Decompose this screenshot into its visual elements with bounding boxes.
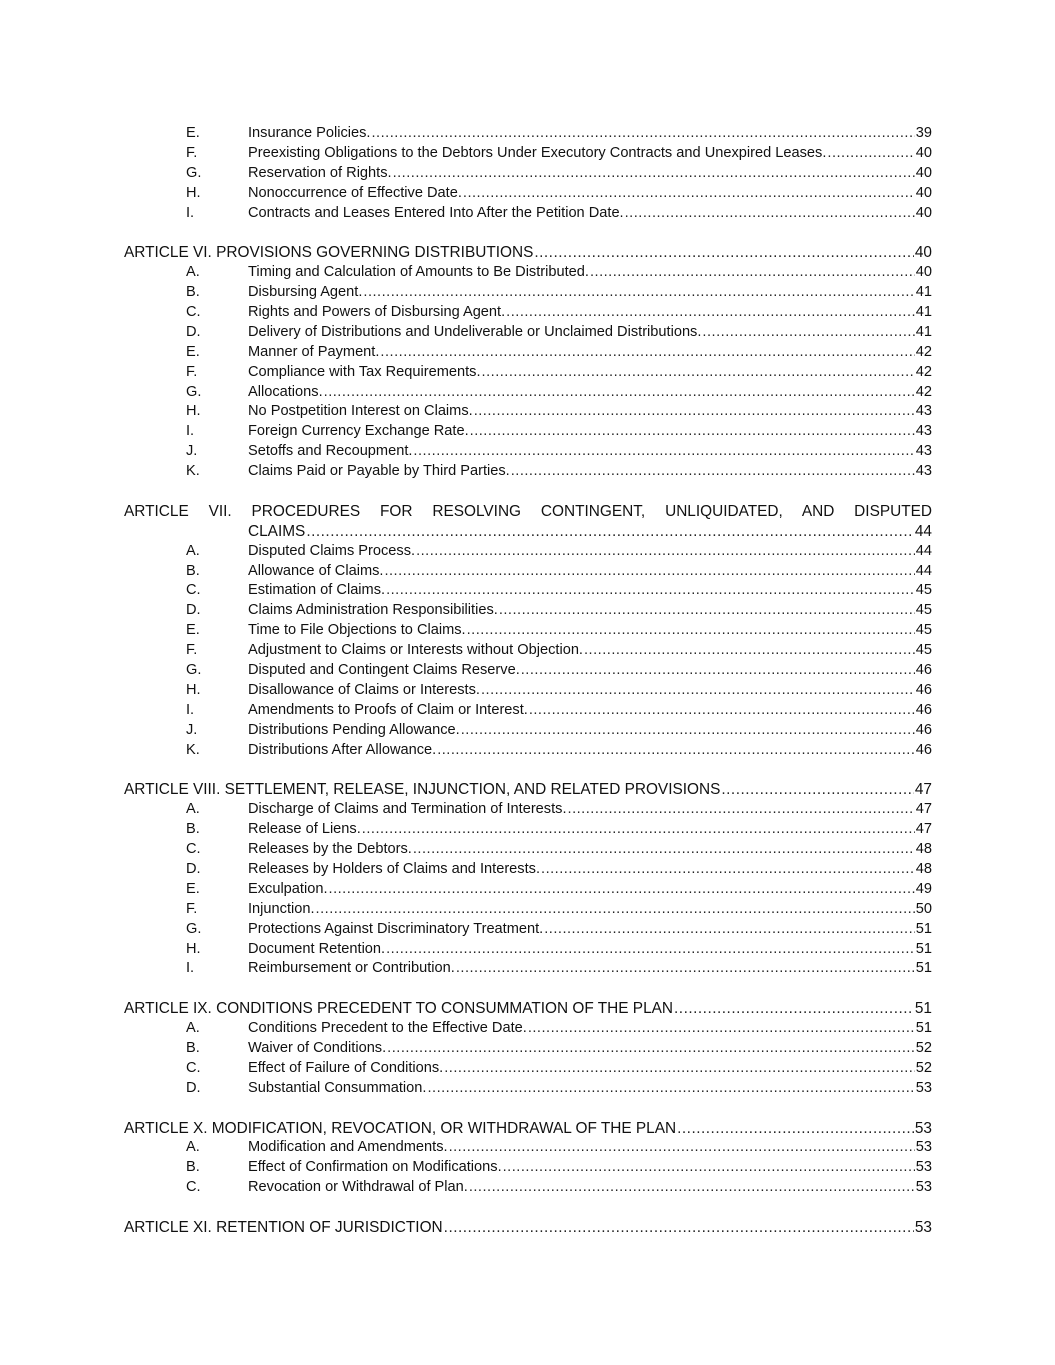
dot-leader bbox=[306, 522, 914, 542]
dot-leader bbox=[427, 1079, 914, 1099]
entry-letter: C. bbox=[186, 1059, 201, 1076]
dot-leader bbox=[482, 363, 915, 383]
toc-entry[interactable] bbox=[124, 363, 932, 383]
toc-entry[interactable] bbox=[124, 880, 932, 900]
entry-letter: I. bbox=[186, 423, 195, 440]
dot-leader bbox=[474, 402, 915, 422]
entry-letter: B. bbox=[186, 1039, 200, 1056]
entry-letter: I. bbox=[186, 204, 195, 221]
dot-leader bbox=[461, 721, 915, 741]
dot-leader bbox=[521, 661, 915, 681]
page-number: 46 bbox=[915, 701, 932, 718]
dot-leader bbox=[721, 780, 914, 800]
toc-entry[interactable] bbox=[124, 462, 932, 482]
dot-leader bbox=[444, 1059, 915, 1079]
toc-line bbox=[248, 1158, 932, 1178]
dot-leader bbox=[393, 164, 915, 184]
dot-leader bbox=[470, 422, 915, 442]
page-number: 53 bbox=[915, 1159, 932, 1176]
entry-title[interactable]: Claims Administration Responsibilities. bbox=[248, 602, 498, 619]
page-number: 41 bbox=[915, 284, 932, 301]
toc-entry[interactable] bbox=[124, 1059, 932, 1079]
entry-title[interactable]: Distributions Pending Allowance. bbox=[248, 721, 460, 738]
entry-title[interactable]: Adjustment to Claims or Interests without Objection. bbox=[248, 642, 583, 659]
entry-title[interactable]: Timing and Calculation of Amounts to Be Distributed. bbox=[248, 264, 589, 281]
entry-letter: A. bbox=[186, 542, 200, 559]
page-number: 45 bbox=[915, 622, 932, 639]
toc-line bbox=[124, 1218, 932, 1238]
toc-entry[interactable] bbox=[124, 144, 932, 164]
entry-title[interactable]: Waiver of Conditions. bbox=[248, 1039, 387, 1056]
entry-letter: E. bbox=[186, 622, 200, 639]
dot-leader bbox=[416, 542, 915, 562]
entry-letter: C. bbox=[186, 1179, 201, 1196]
dot-leader bbox=[506, 303, 915, 323]
entry-letter: F. bbox=[186, 363, 198, 380]
entry-letter: F. bbox=[186, 144, 198, 161]
page-number: 52 bbox=[915, 1059, 932, 1076]
entry-title[interactable]: Time to File Objections to Claims. bbox=[248, 622, 466, 639]
toc-entry[interactable] bbox=[124, 383, 932, 403]
page-number: 40 bbox=[915, 264, 932, 281]
entry-title[interactable]: Estimation of Claims. bbox=[248, 582, 386, 599]
entry-letter: F. bbox=[186, 900, 198, 917]
dot-leader bbox=[590, 263, 915, 283]
toc-entry[interactable] bbox=[124, 323, 932, 343]
entry-letter: C. bbox=[186, 841, 201, 858]
toc-entry[interactable] bbox=[124, 1158, 932, 1178]
toc-line bbox=[124, 780, 932, 800]
toc-line bbox=[248, 880, 932, 900]
toc-entry[interactable] bbox=[124, 542, 932, 562]
toc-entry[interactable] bbox=[124, 204, 932, 224]
page-number: 46 bbox=[915, 741, 932, 758]
entry-letter: H. bbox=[186, 940, 201, 957]
toc-entry[interactable] bbox=[124, 1079, 932, 1099]
toc-line bbox=[248, 323, 932, 343]
toc-line bbox=[248, 800, 932, 820]
entry-letter: H. bbox=[186, 681, 201, 698]
dot-leader bbox=[362, 820, 915, 840]
entry-letter: I. bbox=[186, 960, 195, 977]
page-number: 53 bbox=[914, 1119, 932, 1137]
entry-title[interactable]: Revocation or Withdrawal of Plan. bbox=[248, 1179, 468, 1196]
entry-letter: A. bbox=[186, 1139, 200, 1156]
entry-letter: A. bbox=[186, 264, 200, 281]
dot-leader bbox=[584, 641, 915, 661]
toc-entry[interactable] bbox=[124, 263, 932, 283]
toc-line bbox=[124, 1119, 932, 1139]
toc-entry[interactable] bbox=[124, 303, 932, 323]
article-title[interactable]: ARTICLE IX. CONDITIONS PRECEDENT TO CONSUMMATION OF THE PLAN bbox=[124, 1000, 674, 1018]
entry-letter: D. bbox=[186, 860, 201, 877]
dot-leader bbox=[380, 343, 914, 363]
entry-title[interactable]: Disputed Claims Process. bbox=[248, 542, 416, 559]
page-number: 49 bbox=[915, 880, 932, 897]
entry-title[interactable]: Distributions After Allowance. bbox=[248, 741, 437, 758]
entry-letter: H. bbox=[186, 403, 201, 420]
entry-title[interactable]: Reservation of Rights. bbox=[248, 164, 392, 181]
entry-title[interactable]: Injunction. bbox=[248, 900, 315, 917]
entry-title[interactable]: Setoffs and Recoupment. bbox=[248, 443, 413, 460]
dot-leader bbox=[469, 1178, 915, 1198]
toc-line bbox=[248, 1019, 932, 1039]
toc-entry[interactable] bbox=[124, 442, 932, 462]
entry-letter: G. bbox=[186, 920, 202, 937]
toc-line bbox=[248, 263, 932, 283]
entry-letter: B. bbox=[186, 1159, 200, 1176]
toc-line bbox=[248, 383, 932, 403]
toc-line bbox=[248, 422, 932, 442]
entry-title[interactable]: Release of Liens. bbox=[248, 821, 361, 838]
page-number: 40 bbox=[915, 204, 932, 221]
page-number: 40 bbox=[915, 164, 932, 181]
toc-line bbox=[248, 303, 932, 323]
page-number: 42 bbox=[915, 383, 932, 400]
page-number: 52 bbox=[915, 1039, 932, 1056]
toc-entry[interactable] bbox=[124, 681, 932, 701]
entry-letter: A. bbox=[186, 1020, 200, 1037]
dot-leader bbox=[499, 601, 915, 621]
article-heading[interactable] bbox=[124, 243, 932, 263]
entry-letter: F. bbox=[186, 642, 198, 659]
page-number: 44 bbox=[914, 522, 932, 540]
page-number: 44 bbox=[915, 542, 932, 559]
entry-letter: I. bbox=[186, 701, 195, 718]
dot-leader bbox=[386, 581, 915, 601]
dot-leader bbox=[511, 462, 915, 482]
entry-title[interactable]: Allowance of Claims. bbox=[248, 562, 384, 579]
entry-title[interactable]: Nonoccurrence of Effective Date. bbox=[248, 184, 462, 201]
page-number: 46 bbox=[915, 662, 932, 679]
page-number: 45 bbox=[915, 582, 932, 599]
dot-leader bbox=[528, 1019, 915, 1039]
toc-entry[interactable] bbox=[124, 940, 932, 960]
toc-entry[interactable] bbox=[124, 1019, 932, 1039]
article-title[interactable]: ARTICLE VII. PROCEDURES FOR RESOLVING CONTINGENT, UNLIQUIDATED, AND DISPUTED bbox=[124, 502, 932, 520]
toc-line bbox=[248, 144, 932, 164]
toc-line bbox=[248, 522, 932, 542]
entry-letter: K. bbox=[186, 463, 200, 480]
toc-line bbox=[248, 721, 932, 741]
entry-letter: K. bbox=[186, 741, 200, 758]
page-number: 42 bbox=[915, 363, 932, 380]
toc-line bbox=[248, 542, 932, 562]
entry-letter: D. bbox=[186, 323, 201, 340]
entry-letter: B. bbox=[186, 284, 200, 301]
toc-entry[interactable] bbox=[124, 164, 932, 184]
toc-entry[interactable] bbox=[124, 1138, 932, 1158]
dot-leader bbox=[384, 562, 914, 582]
dot-leader bbox=[449, 1138, 915, 1158]
entry-title[interactable]: Discharge of Claims and Termination of Interests. bbox=[248, 801, 567, 818]
dot-leader bbox=[437, 741, 915, 761]
dot-leader bbox=[503, 1158, 915, 1178]
toc-line bbox=[248, 641, 932, 661]
entry-letter: C. bbox=[186, 582, 201, 599]
entry-title[interactable]: Rights and Powers of Disbursing Agent. bbox=[248, 304, 506, 321]
entry-title[interactable]: Reimbursement or Contribution. bbox=[248, 960, 455, 977]
entry-letter: D. bbox=[186, 602, 201, 619]
entry-title[interactable]: Delivery of Distributions and Undeliverable or Unclaimed Distributions. bbox=[248, 323, 702, 340]
entry-title[interactable]: No Postpetition Interest on Claims. bbox=[248, 403, 473, 420]
page-number: 45 bbox=[915, 602, 932, 619]
page-number: 47 bbox=[914, 781, 932, 799]
toc-line bbox=[248, 940, 932, 960]
toc-line bbox=[248, 820, 932, 840]
dot-leader bbox=[529, 701, 915, 721]
toc-line bbox=[248, 283, 932, 303]
dot-leader bbox=[568, 800, 915, 820]
entry-letter: G. bbox=[186, 383, 202, 400]
entry-title[interactable]: Releases by the Debtors. bbox=[248, 841, 412, 858]
dot-leader bbox=[702, 323, 914, 343]
toc-line bbox=[248, 343, 932, 363]
toc-entry[interactable] bbox=[124, 959, 932, 979]
dot-leader bbox=[413, 442, 914, 462]
dot-leader bbox=[625, 204, 915, 224]
page-number: 41 bbox=[915, 304, 932, 321]
entry-title[interactable]: Amendments to Proofs of Claim or Interest. bbox=[248, 701, 528, 718]
toc-entry[interactable] bbox=[124, 741, 932, 761]
article-heading[interactable] bbox=[124, 1119, 932, 1139]
toc-entry[interactable] bbox=[124, 184, 932, 204]
entry-letter: A. bbox=[186, 801, 200, 818]
dot-leader bbox=[324, 383, 915, 403]
dot-leader bbox=[541, 860, 915, 880]
toc-entry[interactable] bbox=[124, 661, 932, 681]
page-number: 53 bbox=[915, 1079, 932, 1096]
page-number: 50 bbox=[915, 900, 932, 917]
article-title[interactable]: ARTICLE VIII. SETTLEMENT, RELEASE, INJUNCTION, AND RELATED PROVISIONS bbox=[124, 781, 721, 799]
dot-leader bbox=[544, 920, 915, 940]
entry-title[interactable]: Protections Against Discriminatory Treatment. bbox=[248, 920, 544, 937]
entry-title[interactable]: Disbursing Agent. bbox=[248, 284, 363, 301]
entry-letter: E. bbox=[186, 343, 200, 360]
page-number: 45 bbox=[915, 642, 932, 659]
toc-entry[interactable] bbox=[124, 601, 932, 621]
page-number: 43 bbox=[915, 463, 932, 480]
article-title[interactable]: ARTICLE X. MODIFICATION, REVOCATION, OR WITHDRAWAL OF THE PLAN bbox=[124, 1119, 677, 1137]
page-number: 39 bbox=[915, 125, 932, 141]
dot-leader bbox=[363, 283, 914, 303]
entry-title[interactable]: Disputed and Contingent Claims Reserve. bbox=[248, 662, 520, 679]
toc-entry[interactable] bbox=[124, 283, 932, 303]
entry-title[interactable]: Preexisting Obligations to the Debtors Under Executory Contracts and Unexpired Leases. bbox=[248, 144, 827, 161]
page-number: 47 bbox=[915, 801, 932, 818]
toc-entry[interactable] bbox=[124, 124, 932, 144]
toc-line bbox=[248, 601, 932, 621]
dot-leader bbox=[463, 184, 915, 204]
toc-entry[interactable] bbox=[124, 860, 932, 880]
page-number: 51 bbox=[915, 920, 932, 937]
page-number: 48 bbox=[915, 841, 932, 858]
entry-title[interactable]: Modification and Amendments. bbox=[248, 1139, 448, 1156]
dot-leader bbox=[456, 959, 915, 979]
page-number: 43 bbox=[915, 423, 932, 440]
toc-line bbox=[248, 1039, 932, 1059]
toc-line bbox=[248, 621, 932, 641]
entry-title[interactable]: Insurance Policies. bbox=[248, 125, 371, 141]
dot-leader bbox=[444, 1218, 914, 1238]
toc-entry[interactable] bbox=[124, 721, 932, 741]
article-heading[interactable] bbox=[124, 999, 932, 1019]
toc-line bbox=[248, 900, 932, 920]
toc-line bbox=[248, 959, 932, 979]
entry-letter: C. bbox=[186, 304, 201, 321]
page-number: 51 bbox=[915, 1020, 932, 1037]
dot-leader bbox=[386, 940, 915, 960]
table-of-contents bbox=[124, 124, 932, 1238]
toc-entry[interactable] bbox=[124, 840, 932, 860]
entry-letter: B. bbox=[186, 562, 200, 579]
toc-line bbox=[124, 243, 932, 263]
entry-letter: G. bbox=[186, 164, 202, 181]
entry-letter: D. bbox=[186, 1079, 201, 1096]
page-number: 51 bbox=[915, 960, 932, 977]
toc-line bbox=[248, 860, 932, 880]
toc-line bbox=[248, 1079, 932, 1099]
dot-leader bbox=[481, 681, 915, 701]
toc-line bbox=[248, 681, 932, 701]
page-number: 53 bbox=[914, 1218, 932, 1236]
toc-line bbox=[248, 581, 932, 601]
entry-title[interactable]: Manner of Payment. bbox=[248, 343, 380, 360]
entry-letter: J. bbox=[186, 721, 198, 738]
dot-leader bbox=[467, 621, 915, 641]
page-number: 51 bbox=[914, 1000, 932, 1018]
page-number: 51 bbox=[915, 940, 932, 957]
toc-entry[interactable] bbox=[124, 900, 932, 920]
toc-entry[interactable] bbox=[124, 1039, 932, 1059]
entry-letter: H. bbox=[186, 184, 201, 201]
dot-leader bbox=[413, 840, 915, 860]
toc-line bbox=[124, 999, 932, 1019]
dot-leader bbox=[329, 880, 915, 900]
toc-line bbox=[248, 184, 932, 204]
toc-line bbox=[248, 462, 932, 482]
page-number: 53 bbox=[915, 1179, 932, 1196]
page-number: 43 bbox=[915, 443, 932, 460]
toc-entry[interactable] bbox=[124, 820, 932, 840]
toc-line bbox=[248, 1138, 932, 1158]
entry-title[interactable]: Releases by Holders of Claims and Interests. bbox=[248, 860, 541, 877]
toc-line bbox=[248, 204, 932, 224]
entry-title[interactable]: Exculpation. bbox=[248, 880, 328, 897]
page-number: 40 bbox=[915, 144, 932, 161]
article-title-continued[interactable]: CLAIMS bbox=[248, 522, 306, 540]
toc-line bbox=[248, 741, 932, 761]
article-title[interactable]: ARTICLE XI. RETENTION OF JURISDICTION bbox=[124, 1218, 443, 1236]
page-number: 53 bbox=[915, 1139, 932, 1156]
toc-line bbox=[248, 840, 932, 860]
page-number: 41 bbox=[915, 323, 932, 340]
page-number: 44 bbox=[915, 562, 932, 579]
toc-line bbox=[248, 1059, 932, 1079]
entry-letter: E. bbox=[186, 880, 200, 897]
entry-letter: G. bbox=[186, 662, 202, 679]
toc-line bbox=[248, 402, 932, 422]
entry-title[interactable]: Document Retention. bbox=[248, 940, 386, 957]
toc-line bbox=[248, 442, 932, 462]
article-title[interactable]: ARTICLE VI. PROVISIONS GOVERNING DISTRIBUTIONS bbox=[124, 244, 534, 262]
entry-title[interactable]: Contracts and Leases Entered Into After the Petition Date. bbox=[248, 204, 624, 221]
toc-entry[interactable] bbox=[124, 1178, 932, 1198]
page-number: 42 bbox=[915, 343, 932, 360]
toc-line bbox=[248, 164, 932, 184]
entry-letter: B. bbox=[186, 821, 200, 838]
toc-line bbox=[248, 124, 932, 144]
toc-line bbox=[248, 920, 932, 940]
entry-letter: E. bbox=[186, 125, 200, 141]
page-number: 40 bbox=[915, 184, 932, 201]
article-heading[interactable] bbox=[124, 502, 932, 522]
page-number: 46 bbox=[915, 721, 932, 738]
entry-title[interactable]: Conditions Precedent to the Effective Date. bbox=[248, 1020, 527, 1037]
dot-leader bbox=[674, 999, 914, 1019]
entry-title[interactable]: Claims Paid or Payable by Third Parties. bbox=[248, 463, 510, 480]
toc-line bbox=[248, 701, 932, 721]
dot-leader bbox=[827, 144, 914, 164]
dot-leader bbox=[316, 900, 915, 920]
toc-line bbox=[248, 363, 932, 383]
article-heading[interactable] bbox=[124, 1218, 932, 1238]
dot-leader bbox=[387, 1039, 915, 1059]
toc-entry[interactable] bbox=[124, 920, 932, 940]
toc-line bbox=[248, 562, 932, 582]
toc-entry[interactable] bbox=[124, 343, 932, 363]
dot-leader bbox=[372, 124, 915, 144]
entry-title[interactable]: Effect of Confirmation on Modifications. bbox=[248, 1159, 502, 1176]
toc-line bbox=[248, 1178, 932, 1198]
page-number: 47 bbox=[915, 821, 932, 838]
toc-entry[interactable] bbox=[124, 402, 932, 422]
entry-title[interactable]: Compliance with Tax Requirements. bbox=[248, 363, 481, 380]
page-number: 40 bbox=[914, 244, 932, 262]
dot-leader bbox=[677, 1119, 914, 1139]
toc-entry[interactable] bbox=[124, 422, 932, 442]
toc-entry[interactable] bbox=[124, 701, 932, 721]
entry-title[interactable]: Disallowance of Claims or Interests. bbox=[248, 681, 480, 698]
entry-title[interactable]: Effect of Failure of Conditions. bbox=[248, 1059, 444, 1076]
toc-entry[interactable] bbox=[124, 641, 932, 661]
page-number: 43 bbox=[915, 403, 932, 420]
toc-entry[interactable] bbox=[124, 581, 932, 601]
toc-line bbox=[248, 661, 932, 681]
toc-entry[interactable] bbox=[124, 800, 932, 820]
page-number: 46 bbox=[915, 681, 932, 698]
entry-letter: J. bbox=[186, 443, 198, 460]
entry-title[interactable]: Substantial Consummation. bbox=[248, 1079, 427, 1096]
article-heading-continued[interactable] bbox=[124, 522, 932, 542]
page-number: 48 bbox=[915, 860, 932, 877]
entry-title[interactable]: Allocations. bbox=[248, 383, 323, 400]
entry-title[interactable]: Foreign Currency Exchange Rate. bbox=[248, 423, 469, 440]
toc-entry[interactable] bbox=[124, 621, 932, 641]
dot-leader bbox=[534, 243, 914, 263]
toc-entry[interactable] bbox=[124, 562, 932, 582]
article-heading[interactable] bbox=[124, 780, 932, 800]
